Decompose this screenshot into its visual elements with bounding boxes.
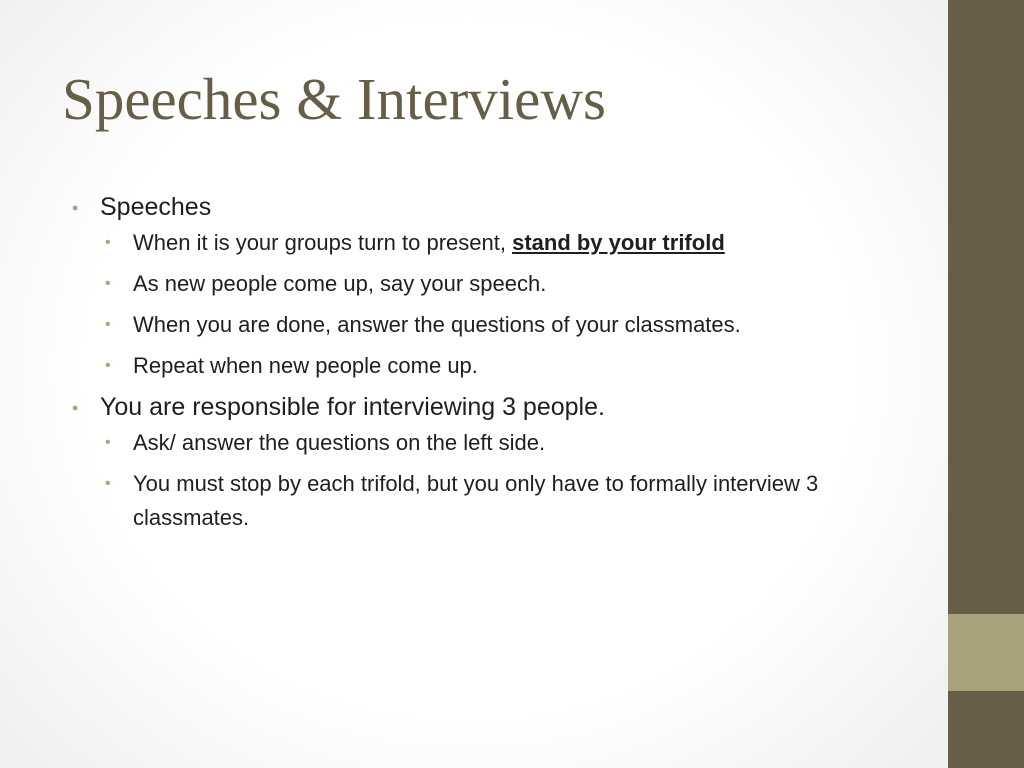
sub-bullet [105, 267, 932, 301]
bullet-dot-icon: • [105, 275, 111, 292]
sub-bullet-text: As new people come up, say your speech. [133, 271, 547, 296]
side-decor-accent-block [948, 614, 1024, 691]
sub-bullet-text: Repeat when new people come up. [133, 353, 478, 378]
sub-bullet [105, 349, 932, 383]
bullet-dot-icon: • [72, 398, 79, 418]
emphasized-text: stand by your trifold [512, 230, 725, 255]
bullet-dot-icon: • [105, 434, 111, 451]
bullet-dot-icon: • [72, 198, 79, 218]
sub-bullet-text: When it is your groups turn to present, [133, 230, 513, 255]
bullet-interviewing [72, 390, 932, 424]
sub-bullet-text: When you are done, answer the questions of your classmates. [133, 312, 741, 337]
sub-bullet-text: Ask/ answer the questions on the left side. [133, 430, 546, 455]
bullet-dot-icon: • [105, 234, 111, 251]
bullet-dot-icon: • [105, 357, 111, 374]
bullet-dot-icon: • [105, 316, 111, 333]
bullet-text: You are responsible for interviewing 3 people. [100, 393, 605, 421]
slide-title: Speeches & Interviews [62, 66, 606, 132]
slide-body [72, 184, 932, 542]
sub-bullet [105, 426, 932, 460]
bullet-text: Speeches [100, 193, 212, 221]
sub-bullet-text: You must stop by each trifold, but you only have to formally interview 3 classmates. [133, 471, 819, 530]
bullet-dot-icon: • [105, 475, 111, 492]
sub-bullet [105, 308, 932, 342]
sub-bullet [105, 226, 932, 260]
bullet-speeches [72, 190, 932, 224]
sub-bullet [105, 467, 932, 535]
